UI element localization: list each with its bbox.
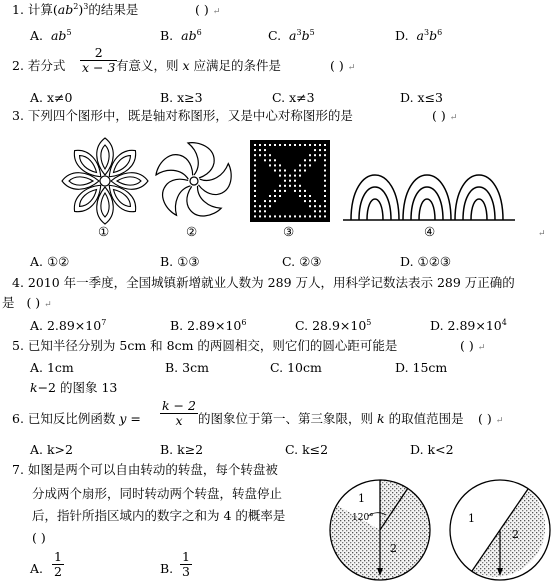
dot [324, 164, 326, 166]
dot [264, 159, 266, 161]
return-mark: ↵ [538, 229, 546, 239]
dot [289, 215, 291, 217]
q4-option-d: D. $2.89\times 10^4$ [430, 317, 507, 333]
dot [274, 200, 276, 202]
q6-option-c: C. k≤2 [285, 442, 329, 457]
q2-fraction: $\frac{2}{x - 3}$ [82, 45, 116, 75]
q2-option-c: C. x≠3 [272, 90, 315, 105]
q7-option-b-fraction: $\frac{1}{3}$ [182, 549, 190, 579]
dot [304, 170, 306, 172]
dot [274, 190, 276, 192]
dot [254, 164, 256, 166]
dot [254, 180, 256, 182]
dot [294, 215, 296, 217]
dot [299, 170, 301, 172]
dot [304, 200, 306, 202]
dot [254, 205, 256, 207]
dot [309, 144, 311, 146]
dot [309, 200, 311, 202]
dot [294, 185, 296, 187]
dot [299, 144, 301, 146]
q6-fraction: $\frac{k - 2}{x}$ [162, 398, 196, 428]
dot [279, 175, 281, 177]
dot [274, 215, 276, 217]
dot [324, 149, 326, 151]
dot [324, 215, 326, 217]
q4-stem: 4. 2010 年一季度，全国城镇新增就业人数为 289 万人，用科学记数法表示 289 万正确的 [12, 275, 515, 290]
spinner-2 [450, 480, 550, 580]
dot [314, 149, 316, 151]
dot [294, 144, 296, 146]
dot [314, 144, 316, 146]
dot [324, 185, 326, 187]
dot [269, 164, 271, 166]
dot [314, 159, 316, 161]
dot [254, 185, 256, 187]
dot [294, 180, 296, 182]
dot [289, 180, 291, 182]
dot [259, 149, 261, 151]
dot [299, 215, 301, 217]
dot [324, 210, 326, 212]
q5-paren: ( ) ↵ [460, 338, 486, 353]
dot [304, 195, 306, 197]
q4-option-a: A. $2.89\times 10^7$ [30, 317, 107, 333]
q1-option-c: C. $a^3b^5$ [268, 27, 315, 43]
dot [309, 205, 311, 207]
q5-option-a: A. 1cm [30, 360, 74, 375]
dot [279, 164, 281, 166]
dot [284, 190, 286, 192]
dot [304, 164, 306, 166]
spinner-2-label-1: 1 [468, 512, 475, 525]
dot [264, 144, 266, 146]
dot [254, 190, 256, 192]
dot [264, 210, 266, 212]
dot [274, 195, 276, 197]
spinner-1 [330, 480, 430, 580]
q7-line-1: 7. 如图是两个可以自由转动的转盘，每个转盘被 [12, 462, 278, 477]
dot [269, 195, 271, 197]
dot [254, 210, 256, 212]
dot [284, 175, 286, 177]
dot [324, 200, 326, 202]
dot [324, 205, 326, 207]
dot [314, 215, 316, 217]
figure-3-label: ③ [283, 224, 295, 239]
q4-stem-line2: 是 ( ) ↵ [2, 295, 52, 310]
q6-option-a: A. k>2 [30, 442, 73, 457]
q3-paren: ( ) ↵ [432, 108, 458, 123]
q5-extra-line: k−2 的图象 13 [30, 380, 118, 395]
dot [294, 170, 296, 172]
dot [314, 154, 316, 156]
q3-option-b: B. ①③ [160, 254, 200, 269]
q6-stem-post: 的图象位于第一、第三象限，则 k 的取值范围是 [198, 411, 464, 426]
q7-line-2: 分成两个扇形，同时转动两个转盘，转盘停止 [32, 486, 283, 501]
q1-option-a: A. $ab^5$ [30, 27, 72, 43]
dot [289, 144, 291, 146]
dot [299, 175, 301, 177]
dot [254, 195, 256, 197]
dot [279, 185, 281, 187]
dot [254, 154, 256, 156]
dot [259, 154, 261, 156]
spinner-1-label-1: 1 [358, 492, 365, 505]
q7-option-a-fraction: $\frac{1}{2}$ [54, 549, 62, 579]
figure-1-label: ① [98, 224, 110, 239]
dot [284, 180, 286, 182]
q7-option-b-label: B. [160, 561, 174, 576]
dot [314, 210, 316, 212]
dot [299, 164, 301, 166]
dot [324, 175, 326, 177]
dot [279, 190, 281, 192]
dot [289, 175, 291, 177]
dot [299, 195, 301, 197]
dot [324, 190, 326, 192]
q2-stem-pre: 2. 若分式 [12, 58, 66, 73]
dot [279, 195, 281, 197]
figure-1-flower [60, 136, 150, 226]
dot [319, 144, 321, 146]
dot [299, 185, 301, 187]
dot [269, 200, 271, 202]
q6-stem-pre: 6. 已知反比例函数 y = [12, 411, 141, 426]
dot [289, 185, 291, 187]
dot [319, 210, 321, 212]
dot [304, 215, 306, 217]
dot [254, 159, 256, 161]
dot [284, 144, 286, 146]
dot [319, 149, 321, 151]
dot [269, 215, 271, 217]
dot [279, 215, 281, 217]
q3-option-d: D. ①②③ [400, 254, 452, 269]
dot [304, 190, 306, 192]
dot [264, 200, 266, 202]
figure-4-arches [343, 140, 515, 224]
dot [294, 190, 296, 192]
dot [254, 200, 256, 202]
q1-option-d: D. $a^3b^6$ [395, 27, 443, 43]
dot [259, 205, 261, 207]
dot [274, 170, 276, 172]
q5-option-c: C. 10cm [270, 360, 322, 375]
dot [264, 215, 266, 217]
q1-option-b: B. $ab^6$ [160, 27, 202, 43]
dot [299, 190, 301, 192]
dot [254, 144, 256, 146]
q3-option-c: C. ②③ [282, 254, 322, 269]
dot [314, 200, 316, 202]
q7-spinner-figure [328, 476, 558, 584]
spinner-1-angle-label: 120° [352, 513, 374, 523]
dot [309, 154, 311, 156]
q6-option-d: D. k<2 [410, 442, 454, 457]
dot [284, 185, 286, 187]
q1-paren: ( ) ↵ [195, 2, 221, 17]
q7-line-4: ( ) [32, 530, 46, 545]
spinner-2-label-2: 2 [512, 528, 519, 541]
dot [264, 154, 266, 156]
dot [279, 170, 281, 172]
q5-option-d: D. 15cm [395, 360, 448, 375]
q2-option-d: D. x≤3 [400, 90, 443, 105]
dot [309, 215, 311, 217]
dot [319, 215, 321, 217]
dot [324, 159, 326, 161]
dot [269, 205, 271, 207]
q6-paren: ( ) ↵ [478, 411, 504, 426]
dot [274, 144, 276, 146]
dot [279, 144, 281, 146]
dot [274, 164, 276, 166]
dot [294, 175, 296, 177]
q7-line-3: 后，指针所指区域内的数字之和为 4 的概率是 [32, 508, 286, 523]
dot [324, 170, 326, 172]
q2-paren: ( ) ↵ [330, 58, 356, 73]
figure-4-label: ④ [424, 224, 436, 239]
figure-2-label: ② [186, 224, 198, 239]
dot [284, 170, 286, 172]
dot [274, 159, 276, 161]
dot [254, 215, 256, 217]
figure-3-dotted-square [250, 140, 330, 222]
q4-option-c: C. $28.9\times 10^5$ [295, 317, 372, 333]
q2-option-b: B. x≥3 [160, 90, 203, 105]
q2-option-a: A. x≠0 [30, 90, 73, 105]
dot [314, 205, 316, 207]
dot [264, 149, 266, 151]
dot [269, 154, 271, 156]
dot [254, 175, 256, 177]
q4-option-b: B. $2.89\times 10^6$ [170, 317, 247, 333]
dot [259, 210, 261, 212]
dot [324, 154, 326, 156]
q7-option-a-label: A. [30, 561, 44, 576]
dot [324, 144, 326, 146]
spinner-1-label-2: 2 [390, 542, 397, 555]
dot [319, 154, 321, 156]
q2-stem-post: 有意义，则 x 应满足的条件是 [116, 58, 282, 73]
dot [324, 195, 326, 197]
q5-stem: 5. 已知半径分别为 5cm 和 8cm 的两圆相交，则它们的圆心距可能是 [12, 338, 398, 353]
dot [259, 144, 261, 146]
dot [319, 205, 321, 207]
dot [324, 180, 326, 182]
q6-option-b: B. k≥2 [160, 442, 204, 457]
q5-option-b: B. 3cm [165, 360, 209, 375]
dot [309, 195, 311, 197]
dot [309, 159, 311, 161]
dot [264, 205, 266, 207]
dot [269, 144, 271, 146]
dot [304, 159, 306, 161]
q1-stem: 1. 计算$(ab^2)^3$的结果是 [12, 1, 139, 17]
dot [269, 159, 271, 161]
dot [259, 215, 261, 217]
dot [304, 144, 306, 146]
q3-stem: 3. 下列四个图形中，既是轴对称图形，又是中心对称图形的是 [12, 108, 353, 123]
dot [254, 149, 256, 151]
figure-2-pinwheel [150, 138, 238, 224]
dot [254, 170, 256, 172]
dot [309, 164, 311, 166]
dot [284, 215, 286, 217]
q3-option-a: A. ①② [30, 254, 70, 269]
